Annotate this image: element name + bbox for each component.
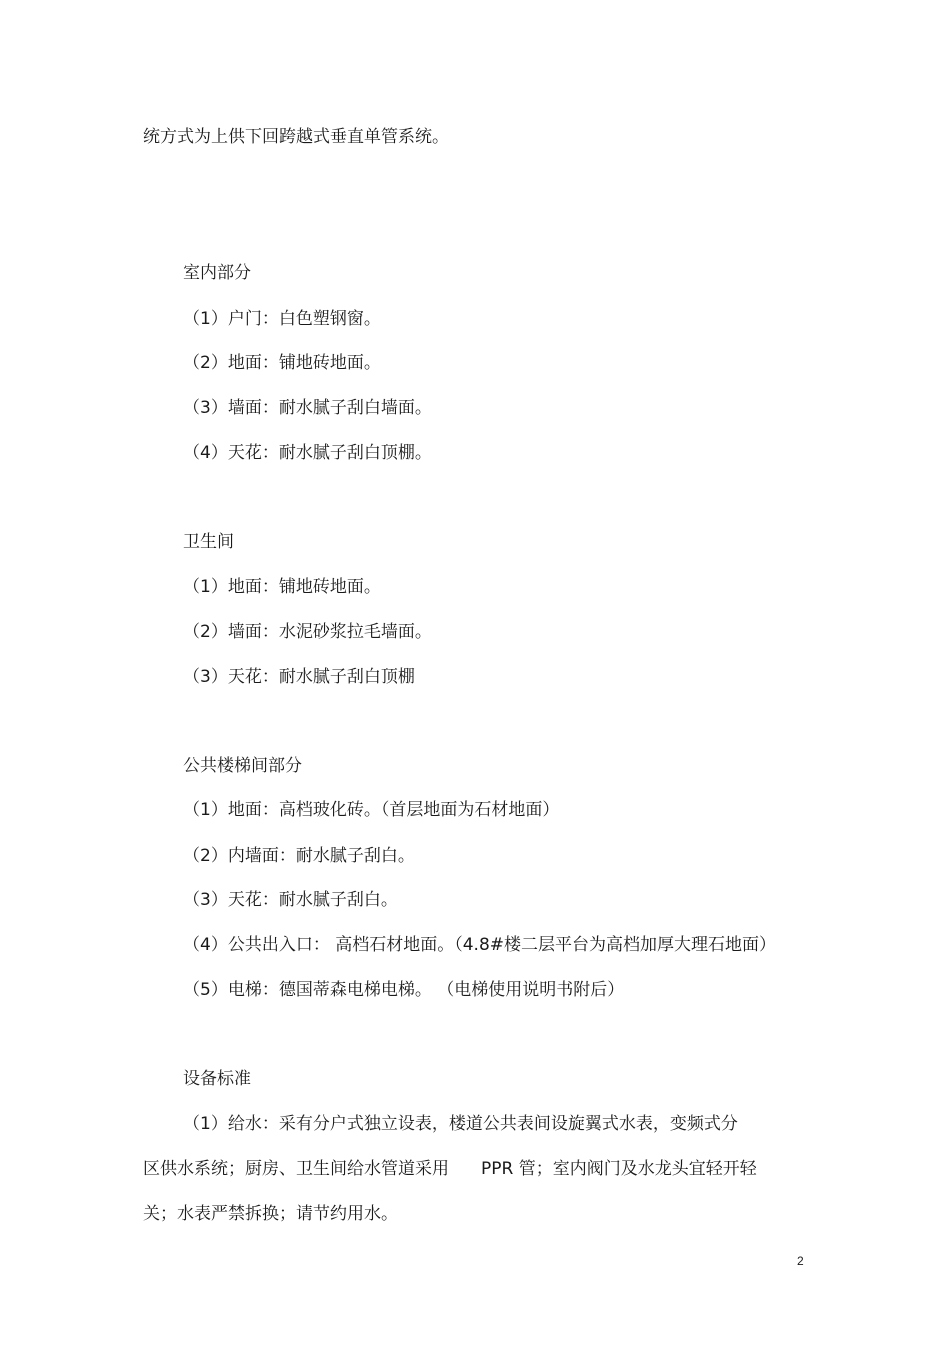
list-item: （3）天花：耐水腻子刮白顶棚: [183, 667, 415, 687]
paragraph-line: [143, 1158, 757, 1180]
list-item: （4）天花：耐水腻子刮白顶棚。: [183, 443, 432, 463]
page-number: 2: [797, 1254, 804, 1268]
paragraph-line-part: 区供水系统；厨房、卫生间给水管道采用: [143, 1159, 449, 1179]
section-heading-stairwell: 公共楼梯间部分: [183, 756, 302, 776]
section-heading-equipment: 设备标准: [183, 1069, 251, 1089]
list-item: （3）墙面：耐水腻子刮白墙面。: [183, 398, 432, 418]
section-heading-bathroom: 卫生间: [183, 532, 234, 552]
list-item: （2）墙面：水泥砂浆拉毛墙面。: [183, 622, 432, 642]
list-item: （1）地面：高档玻化砖。（首层地面为石材地面）: [183, 800, 560, 820]
paragraph-line-part: PPR 管；室内阀门及水龙头宜轻开轻: [481, 1159, 757, 1179]
list-item: （4）公共出入口： 高档石材地面。（4.8#楼二层平台为高档加厚大理石地面）: [183, 935, 776, 955]
list-item: （3）天花：耐水腻子刮白。: [183, 890, 398, 910]
list-item: （2）地面：铺地砖地面。: [183, 353, 381, 373]
list-item: （1）地面：铺地砖地面。: [183, 577, 381, 597]
intro-line: 统方式为上供下回跨越式垂直单管系统。: [143, 127, 449, 147]
list-item: （1）户门：白色塑钢窗。: [183, 309, 381, 329]
list-item: （5）电梯：德国蒂森电梯电梯。 （电梯使用说明书附后）: [183, 980, 625, 1000]
list-item: （2）内墙面：耐水腻子刮白。: [183, 846, 415, 866]
paragraph-line: 关；水表严禁拆换；请节约用水。: [143, 1204, 398, 1224]
section-heading-indoor: 室内部分: [183, 263, 251, 283]
paragraph-line: （1）给水：采有分户式独立设表，楼道公共表间设旋翼式水表，变频式分: [183, 1114, 738, 1134]
